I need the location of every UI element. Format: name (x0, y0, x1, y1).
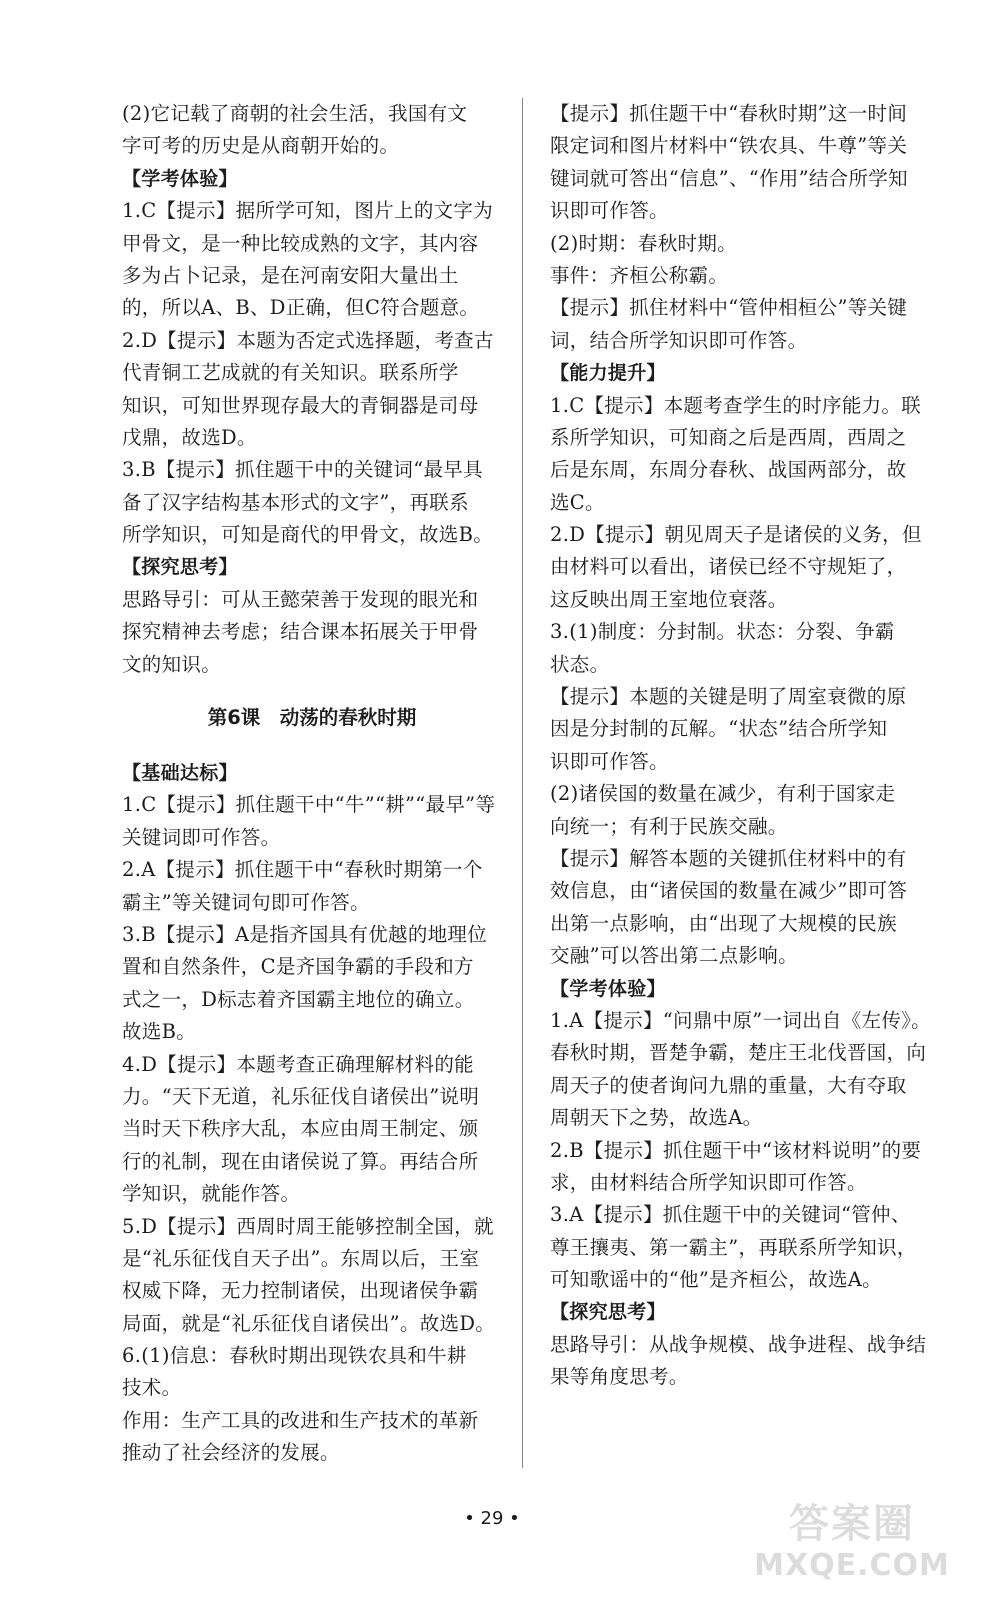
text-line: 尊王攘夷、第一霸主”，再联系所学知识， (550, 1235, 917, 1259)
text-line: 1.C【提示】本题考查学生的时序能力。联 (550, 393, 922, 417)
text-line: 因是分封制的瓦解。“状态”结合所学知 (550, 717, 888, 741)
text-line: 甲骨文，是一种比较成熟的文字，其内容 (122, 231, 479, 255)
section-heading: 【探究思考】 (550, 1301, 666, 1324)
text-line: 2.D【提示】朝见周天子是诸侯的义务，但 (550, 523, 922, 547)
text-line: 选C。 (550, 490, 605, 514)
text-line: 式之一，D标志着齐国霸主地位的确立。 (122, 987, 475, 1011)
text-line: 力。“天下无道，礼乐征伐自诸侯出”说明 (122, 1084, 480, 1108)
text-line: 3.(1)制度：分封制。状态：分裂、争霸 (550, 620, 895, 644)
text-line: 行的礼制，现在由诸侯说了算。再结合所 (122, 1149, 479, 1173)
text-line: 键词就可答出“信息”、“作用”结合所学知 (550, 166, 908, 190)
text-line: 推动了社会经济的发展。 (122, 1441, 340, 1465)
text-line: 权威下降，无力控制诸侯，出现诸侯争霸 (122, 1279, 479, 1303)
text-line: 周天子的使者询问九鼎的重量，大有夺取 (550, 1073, 907, 1097)
text-line: 可知歌谣中的“他”是齐桓公，故选A。 (550, 1268, 882, 1292)
lesson-title: 第6课 动荡的春秋时期 (207, 706, 417, 730)
text-line: 是“礼乐征伐自天子出”。东周以后，王室 (122, 1246, 480, 1270)
text-line: 文的知识。 (122, 652, 222, 676)
text-line: 备了汉字结构基本形式的文字”，再联系 (122, 490, 469, 514)
text-line: 出第一点影响，由“出现了大规模的民族 (550, 911, 897, 935)
text-line: 局面，就是“礼乐征伐自诸侯出”。故选D。 (122, 1311, 496, 1335)
text-line: 多为占卜记录，是在河南安阳大量出土 (122, 263, 459, 287)
text-line: 3.B【提示】A是指齐国具有优越的地理位 (122, 922, 488, 946)
text-line: 【提示】抓住题干中“春秋时期”这一时间 (550, 102, 908, 125)
text-line: (2)诸侯国的数量在减少，有利于国家走 (550, 782, 896, 806)
text-line: 所学知识，可知是商代的甲骨文，故选B。 (122, 523, 494, 547)
text-line: 周朝天下之势，故选A。 (550, 1106, 763, 1130)
watermark-logo (732, 1500, 972, 1592)
text-line: 1.C【提示】据所学可知，图片上的文字为 (122, 199, 494, 223)
text-line: 故选B。 (122, 1020, 197, 1044)
text-line: 的，所以A、B、D正确，但C符合题意。 (122, 296, 480, 320)
text-line: 限定词和图片材料中“铁农具、牛尊”等关 (550, 134, 908, 158)
text-line: 2.B【提示】抓住题干中“该材料说明”的要 (550, 1138, 922, 1162)
text-line: 这反映出周王室地位衰落。 (550, 587, 788, 611)
text-line: 探究精神去考虑；结合课本拓展关于甲骨 (122, 620, 479, 644)
text-line: 3.A【提示】抓住题干中的关键词“管仲、 (550, 1203, 911, 1227)
text-line: 【提示】抓住材料中“管仲相桓公”等关键 (550, 296, 908, 320)
text-line: 3.B【提示】抓住题干中的关键词“最早具 (122, 458, 483, 482)
text-line: 思路导引：从战争规模、战争进程、战争结 (550, 1332, 927, 1356)
section-heading: 【基础达标】 (122, 762, 238, 785)
text-line: 果等角度思考。 (550, 1365, 689, 1389)
text-line: (2)它记载了商朝的社会生活，我国有文 (122, 102, 468, 125)
text-line: 作用：生产工具的改进和生产技术的革新 (122, 1408, 479, 1432)
text-line: 事件：齐桓公称霸。 (550, 263, 729, 287)
column-divider (522, 98, 523, 1468)
watermark-top-text: 答案圈 (789, 1501, 915, 1547)
text-line: 学知识，就能作答。 (122, 1182, 301, 1206)
text-line: 词，结合所学知识即可作答。 (550, 328, 808, 352)
text-line: 系所学知识，可知商之后是西周，西周之 (550, 425, 907, 449)
watermark-bottom-text: MXQE.COM (754, 1548, 950, 1583)
text-line: 交融”可以答出第二点影响。 (550, 944, 798, 968)
text-line: 置和自然条件，C是齐国争霸的手段和方 (122, 955, 474, 979)
text-line: 后是东周，东周分春秋、战国两部分，故 (550, 458, 907, 482)
text-line: 技术。 (122, 1376, 182, 1400)
text-line: 求，由材料结合所学知识即可作答。 (550, 1170, 867, 1194)
text-line: 4.D【提示】本题考查正确理解材料的能 (122, 1052, 474, 1076)
text-line: 春秋时期，晋楚争霸，楚庄王北伐晋国，向 (550, 1041, 927, 1065)
text-line: 2.A【提示】抓住题干中“春秋时期第一个 (122, 858, 483, 882)
section-heading: 【探究思考】 (122, 556, 238, 579)
text-line: (2)时期：春秋时期。 (550, 231, 737, 255)
page-number: • 29 • (464, 1508, 520, 1529)
text-line: 关键词即可作答。 (122, 825, 281, 849)
text-line: 知识，可知世界现存最大的青铜器是司母 (122, 393, 479, 417)
text-line: 戊鼎，故选D。 (122, 425, 257, 449)
text-line: 识即可作答。 (550, 199, 669, 223)
text-line: 代青铜工艺成就的有关知识。联系所学 (122, 361, 459, 385)
right-column (550, 98, 931, 1394)
text-line: 【提示】本题的关键是明了周室衰微的原 (550, 685, 907, 709)
text-line: 向统一；有利于民族交融。 (550, 814, 788, 838)
text-line: 效信息，由“诸侯国的数量在减少”即可答 (550, 879, 908, 903)
text-line: 1.A【提示】“问鼎中原”一词出自《左传》。 (550, 1008, 931, 1032)
text-line: 思路导引：可从王懿荣善于发现的眼光和 (122, 587, 479, 611)
text-line: 霸主”等关键词句即可作答。 (122, 890, 370, 914)
text-line: 识即可作答。 (550, 749, 669, 773)
text-line: 【提示】解答本题的关键抓住材料中的有 (550, 846, 907, 870)
section-heading: 【学考体验】 (550, 977, 666, 1000)
text-line: 5.D【提示】西周时周王能够控制全国，就 (122, 1214, 494, 1238)
text-line: 状态。 (550, 652, 610, 676)
section-heading: 【学考体验】 (122, 167, 238, 190)
section-heading: 【能力提升】 (550, 362, 666, 385)
text-line: 由材料可以看出，诸侯已经不守规矩了， (550, 555, 907, 579)
text-line: 字可考的历史是从商朝开始的。 (122, 134, 400, 158)
text-line: 6.(1)信息：春秋时期出现铁农具和牛耕 (122, 1344, 467, 1368)
text-line: 1.C【提示】抓住题干中“牛”“耕”“最早”等 (122, 793, 496, 817)
left-column (122, 98, 502, 1470)
text-line: 2.D【提示】本题为否定式选择题，考查古 (122, 328, 494, 352)
text-line: 当时天下秩序大乱，本应由周王制定、颁 (122, 1117, 479, 1141)
